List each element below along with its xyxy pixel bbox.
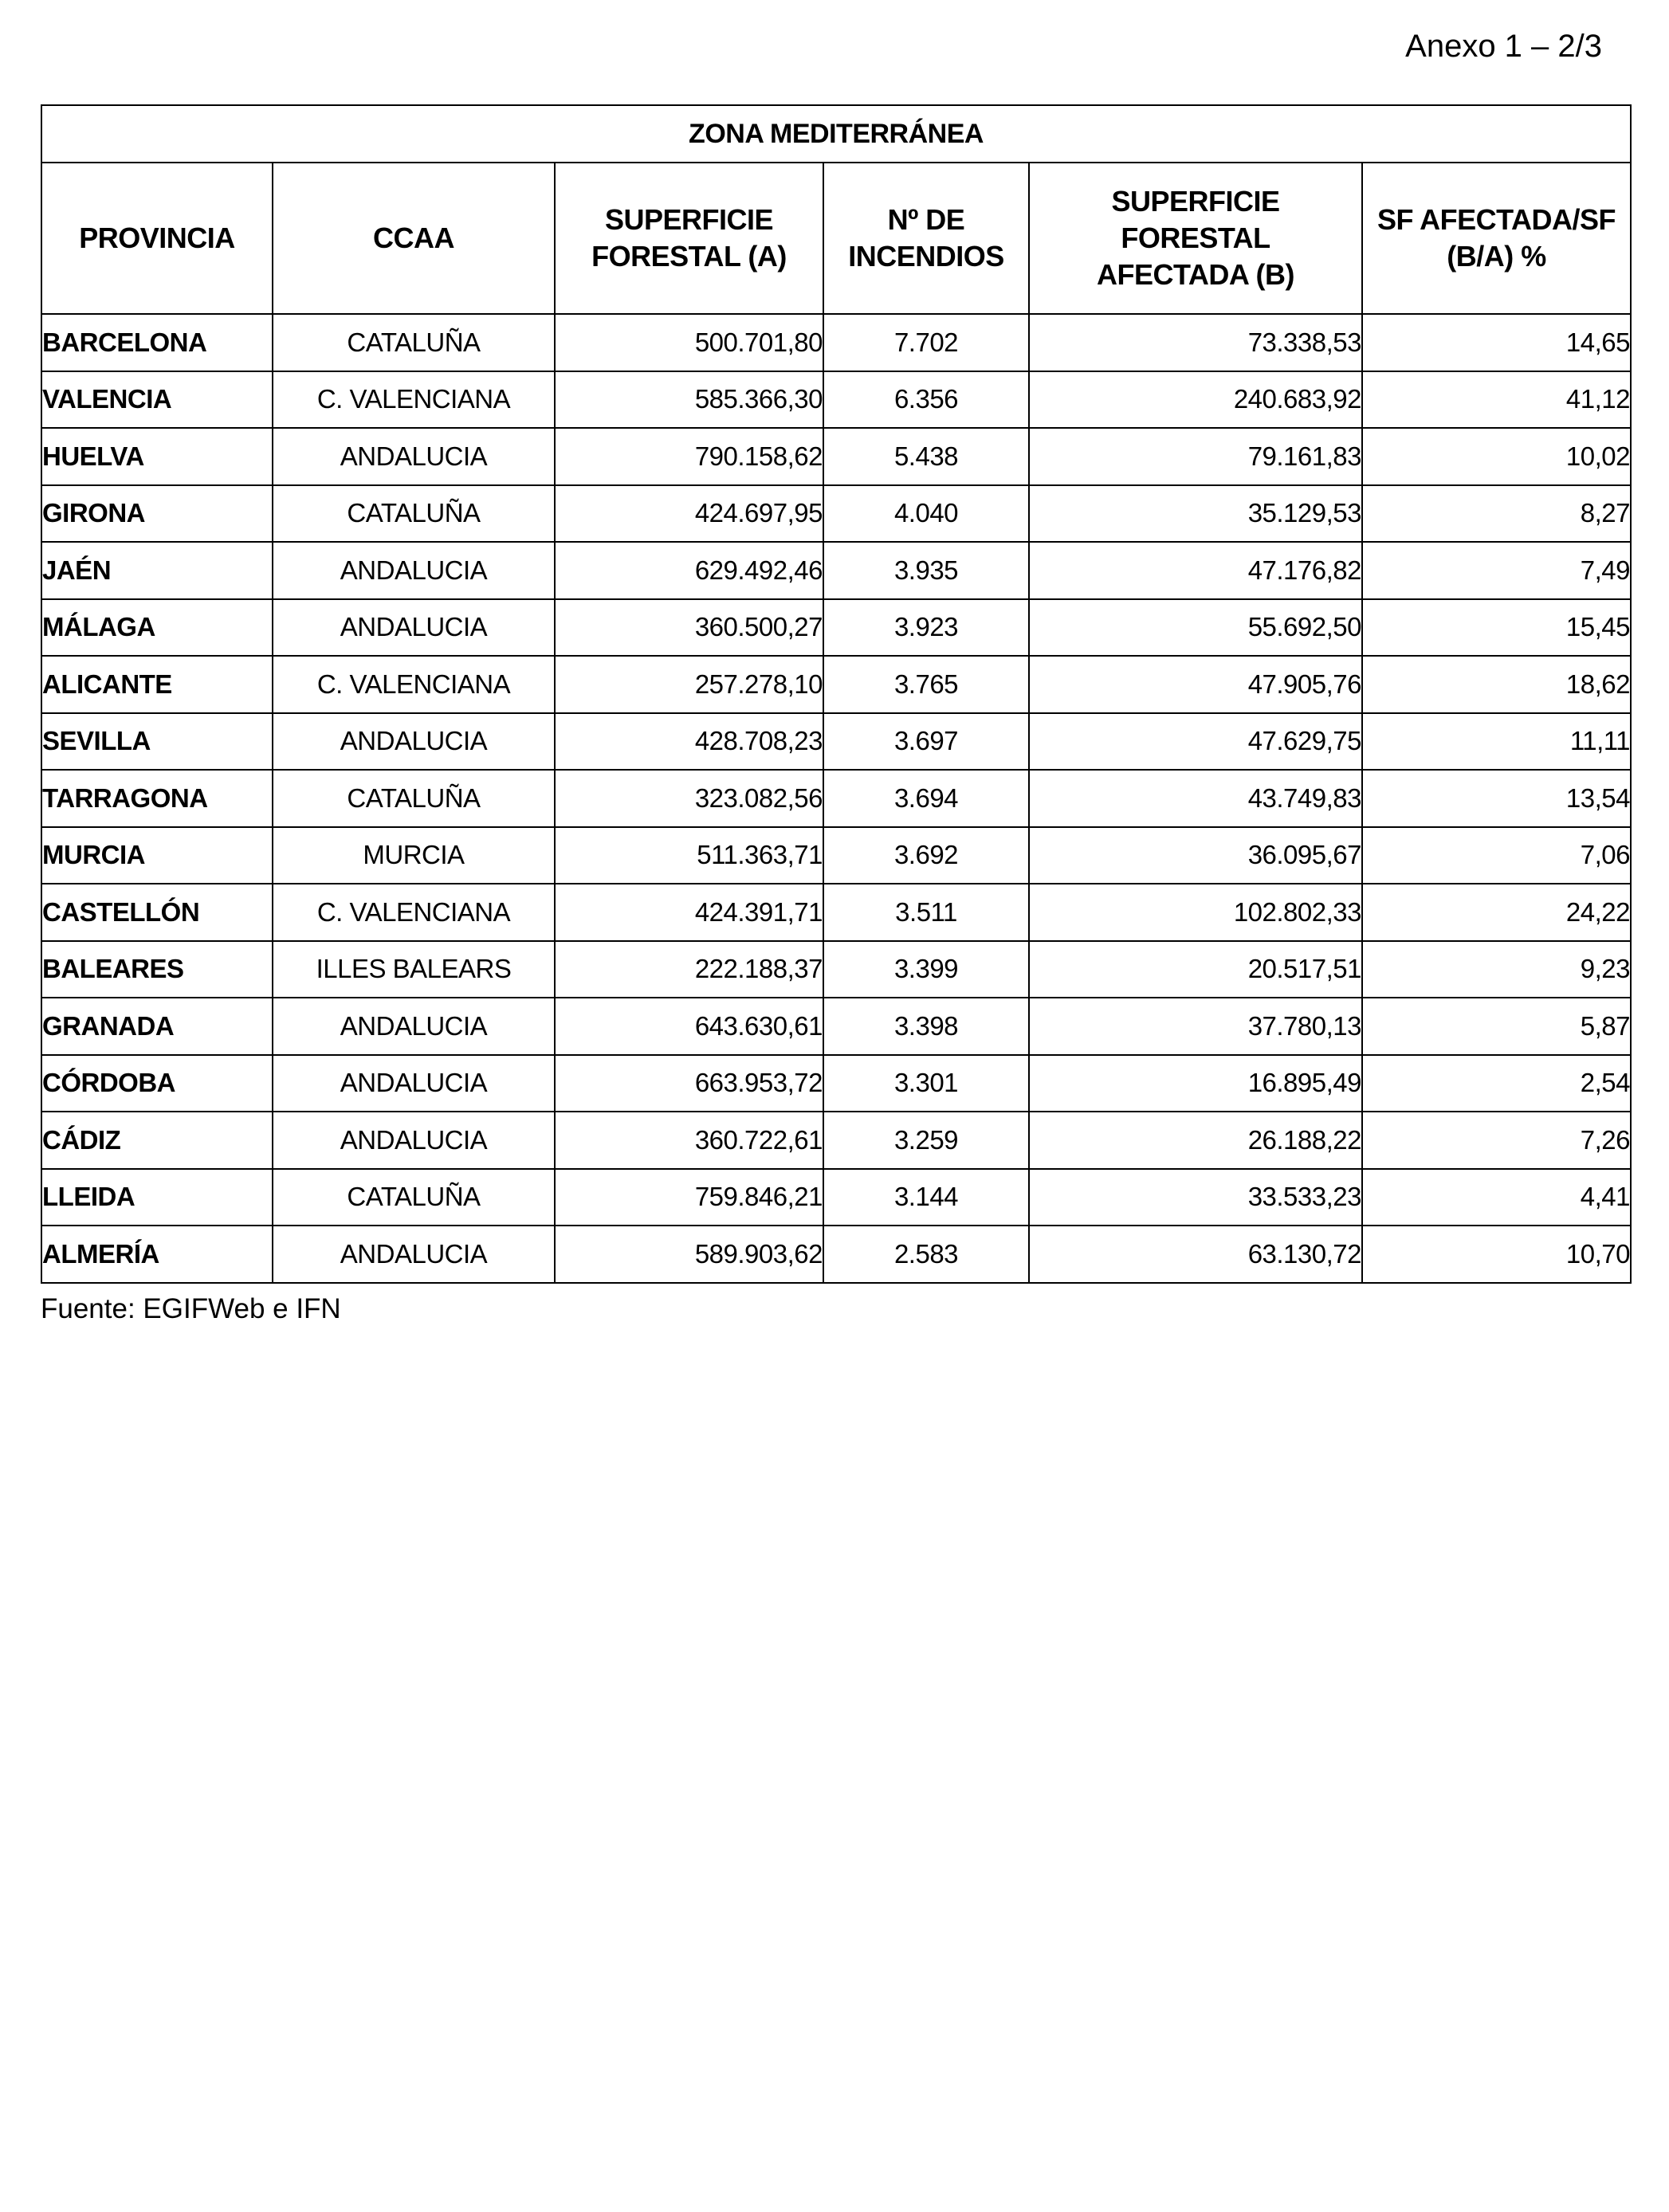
cell-provincia: BALEARES: [41, 941, 273, 998]
cell-porcentaje: 15,45: [1362, 599, 1631, 657]
table-row: [41, 827, 1631, 884]
cell-superficie-forestal: 257.278,10: [555, 656, 823, 713]
cell-superficie-afectada: 43.749,83: [1029, 770, 1362, 827]
cell-provincia: TARRAGONA: [41, 770, 273, 827]
column-header-ccaa: CCAA: [273, 163, 555, 314]
cell-ccaa: CATALUÑA: [273, 1169, 555, 1226]
cell-superficie-forestal: 424.697,95: [555, 485, 823, 543]
cell-superficie-afectada: 55.692,50: [1029, 599, 1362, 657]
table-row: [41, 884, 1631, 941]
table-row: [41, 656, 1631, 713]
cell-superficie-forestal: 759.846,21: [555, 1169, 823, 1226]
cell-superficie-forestal: 360.722,61: [555, 1112, 823, 1169]
cell-superficie-afectada: 47.629,75: [1029, 713, 1362, 771]
cell-provincia: CASTELLÓN: [41, 884, 273, 941]
cell-provincia: CÁDIZ: [41, 1112, 273, 1169]
table-row: [41, 998, 1631, 1055]
cell-superficie-afectada: 33.533,23: [1029, 1169, 1362, 1226]
cell-ccaa: CATALUÑA: [273, 485, 555, 543]
cell-porcentaje: 4,41: [1362, 1169, 1631, 1226]
zone-title: ZONA MEDITERRÁNEA: [41, 105, 1631, 163]
cell-num-incendios: 3.697: [823, 713, 1029, 771]
cell-superficie-afectada: 63.130,72: [1029, 1226, 1362, 1283]
cell-superficie-afectada: 102.802,33: [1029, 884, 1362, 941]
cell-provincia: LLEIDA: [41, 1169, 273, 1226]
cell-provincia: GIRONA: [41, 485, 273, 543]
cell-provincia: ALICANTE: [41, 656, 273, 713]
cell-provincia: BARCELONA: [41, 314, 273, 371]
cell-porcentaje: 8,27: [1362, 485, 1631, 543]
cell-porcentaje: 14,65: [1362, 314, 1631, 371]
table-row: [41, 542, 1631, 599]
cell-ccaa: ANDALUCIA: [273, 1226, 555, 1283]
cell-num-incendios: 3.301: [823, 1055, 1029, 1112]
cell-provincia: VALENCIA: [41, 371, 273, 429]
cell-num-incendios: 3.259: [823, 1112, 1029, 1169]
table-row: [41, 713, 1631, 771]
cell-num-incendios: 7.702: [823, 314, 1029, 371]
page-label: Anexo 1 – 2/3: [1405, 29, 1602, 64]
cell-num-incendios: 3.511: [823, 884, 1029, 941]
cell-superficie-afectada: 36.095,67: [1029, 827, 1362, 884]
table-row: [41, 1226, 1631, 1283]
cell-ccaa: ANDALUCIA: [273, 1112, 555, 1169]
table-row: [41, 941, 1631, 998]
table-row: [41, 599, 1631, 657]
cell-provincia: MURCIA: [41, 827, 273, 884]
cell-porcentaje: 5,87: [1362, 998, 1631, 1055]
cell-ccaa: ANDALUCIA: [273, 542, 555, 599]
cell-porcentaje: 7,06: [1362, 827, 1631, 884]
cell-ccaa: ANDALUCIA: [273, 428, 555, 485]
cell-ccaa: ANDALUCIA: [273, 713, 555, 771]
cell-superficie-forestal: 424.391,71: [555, 884, 823, 941]
table-row: [41, 1112, 1631, 1169]
cell-provincia: GRANADA: [41, 998, 273, 1055]
cell-superficie-afectada: 47.176,82: [1029, 542, 1362, 599]
column-header-provincia: PROVINCIA: [41, 163, 273, 314]
cell-porcentaje: 10,70: [1362, 1226, 1631, 1283]
column-header-superficie-afectada: SUPERFICIE FORESTAL AFECTADA (B): [1029, 163, 1362, 314]
cell-superficie-afectada: 20.517,51: [1029, 941, 1362, 998]
cell-num-incendios: 2.583: [823, 1226, 1029, 1283]
cell-porcentaje: 2,54: [1362, 1055, 1631, 1112]
cell-num-incendios: 3.399: [823, 941, 1029, 998]
cell-provincia: SEVILLA: [41, 713, 273, 771]
cell-ccaa: C. VALENCIANA: [273, 371, 555, 429]
cell-num-incendios: 4.040: [823, 485, 1029, 543]
cell-superficie-forestal: 643.630,61: [555, 998, 823, 1055]
cell-num-incendios: 3.694: [823, 770, 1029, 827]
cell-superficie-afectada: 79.161,83: [1029, 428, 1362, 485]
cell-porcentaje: 7,49: [1362, 542, 1631, 599]
cell-superficie-afectada: 26.188,22: [1029, 1112, 1362, 1169]
cell-ccaa: C. VALENCIANA: [273, 884, 555, 941]
cell-ccaa: MURCIA: [273, 827, 555, 884]
cell-porcentaje: 18,62: [1362, 656, 1631, 713]
cell-superficie-afectada: 35.129,53: [1029, 485, 1362, 543]
column-header-row: [41, 163, 1631, 314]
cell-porcentaje: 9,23: [1362, 941, 1631, 998]
zone-title-row: [41, 105, 1631, 163]
cell-num-incendios: 3.692: [823, 827, 1029, 884]
cell-superficie-forestal: 663.953,72: [555, 1055, 823, 1112]
cell-ccaa: C. VALENCIANA: [273, 656, 555, 713]
cell-porcentaje: 24,22: [1362, 884, 1631, 941]
cell-ccaa: ILLES BALEARS: [273, 941, 555, 998]
column-header-superficie-forestal: SUPERFICIE FORESTAL (A): [555, 163, 823, 314]
cell-superficie-afectada: 240.683,92: [1029, 371, 1362, 429]
cell-provincia: ALMERÍA: [41, 1226, 273, 1283]
cell-superficie-forestal: 500.701,80: [555, 314, 823, 371]
cell-superficie-forestal: 360.500,27: [555, 599, 823, 657]
cell-num-incendios: 3.923: [823, 599, 1029, 657]
cell-porcentaje: 11,11: [1362, 713, 1631, 771]
cell-porcentaje: 10,02: [1362, 428, 1631, 485]
cell-superficie-forestal: 589.903,62: [555, 1226, 823, 1283]
source-note: Fuente: EGIFWeb e IFN: [41, 1293, 341, 1324]
cell-superficie-forestal: 790.158,62: [555, 428, 823, 485]
table-row: [41, 314, 1631, 371]
cell-num-incendios: 3.144: [823, 1169, 1029, 1226]
cell-superficie-forestal: 629.492,46: [555, 542, 823, 599]
cell-num-incendios: 3.398: [823, 998, 1029, 1055]
cell-ccaa: ANDALUCIA: [273, 1055, 555, 1112]
cell-num-incendios: 5.438: [823, 428, 1029, 485]
cell-porcentaje: 7,26: [1362, 1112, 1631, 1169]
column-header-porcentaje: SF AFECTADA/SF (B/A) %: [1362, 163, 1631, 314]
cell-provincia: MÁLAGA: [41, 599, 273, 657]
cell-num-incendios: 6.356: [823, 371, 1029, 429]
table-row: [41, 428, 1631, 485]
cell-superficie-afectada: 47.905,76: [1029, 656, 1362, 713]
cell-porcentaje: 41,12: [1362, 371, 1631, 429]
cell-ccaa: ANDALUCIA: [273, 599, 555, 657]
cell-superficie-forestal: 511.363,71: [555, 827, 823, 884]
cell-ccaa: CATALUÑA: [273, 770, 555, 827]
cell-superficie-afectada: 16.895,49: [1029, 1055, 1362, 1112]
cell-provincia: HUELVA: [41, 428, 273, 485]
cell-provincia: CÓRDOBA: [41, 1055, 273, 1112]
cell-superficie-forestal: 428.708,23: [555, 713, 823, 771]
table-body: [41, 314, 1631, 1283]
table-row: [41, 1055, 1631, 1112]
fire-statistics-table: [41, 104, 1632, 1284]
cell-superficie-afectada: 73.338,53: [1029, 314, 1362, 371]
table-row: [41, 1169, 1631, 1226]
cell-superficie-forestal: 585.366,30: [555, 371, 823, 429]
cell-provincia: JAÉN: [41, 542, 273, 599]
column-header-num-incendios: Nº DE INCENDIOS: [823, 163, 1029, 314]
cell-ccaa: CATALUÑA: [273, 314, 555, 371]
table-row: [41, 485, 1631, 543]
cell-superficie-afectada: 37.780,13: [1029, 998, 1362, 1055]
cell-num-incendios: 3.935: [823, 542, 1029, 599]
cell-num-incendios: 3.765: [823, 656, 1029, 713]
cell-superficie-forestal: 222.188,37: [555, 941, 823, 998]
table-row: [41, 770, 1631, 827]
cell-superficie-forestal: 323.082,56: [555, 770, 823, 827]
table-row: [41, 371, 1631, 429]
cell-porcentaje: 13,54: [1362, 770, 1631, 827]
cell-ccaa: ANDALUCIA: [273, 998, 555, 1055]
